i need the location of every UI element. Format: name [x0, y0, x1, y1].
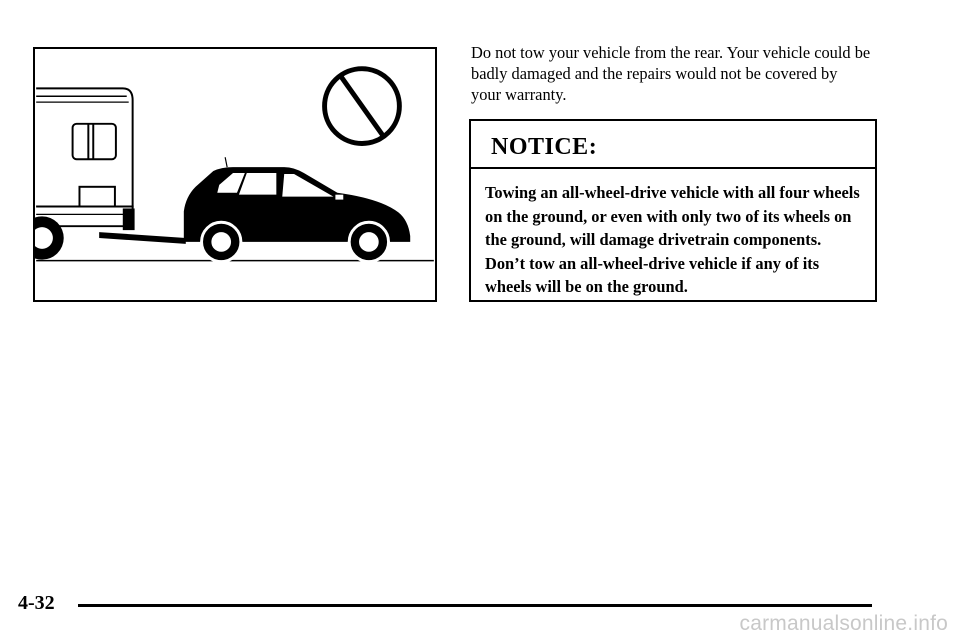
towing-illustration-svg [35, 49, 435, 300]
tow-bar-icon [99, 232, 186, 244]
footer-divider [78, 604, 872, 607]
notice-heading: NOTICE: [471, 121, 875, 169]
car-icon [184, 157, 410, 261]
prohibited-icon [325, 69, 400, 144]
towing-illustration [33, 47, 437, 302]
page-number: 4-32 [18, 592, 55, 614]
notice-body: Towing an all-wheel-drive vehicle with all four wheels on the ground, or even with only two of its wheels on the ground, will damage drivetrain components. Don’t tow an all-wheel-drive vehicle if any of its wheels will be on the ground. [485, 183, 860, 296]
watermark-text: carmanualsonline.info [739, 612, 948, 635]
notice-box [469, 119, 877, 302]
towing-warning-text: Do not tow your vehicle from the rear. Your vehicle could be badly damaged and the repairs would not be covered by your warranty. [471, 43, 871, 104]
